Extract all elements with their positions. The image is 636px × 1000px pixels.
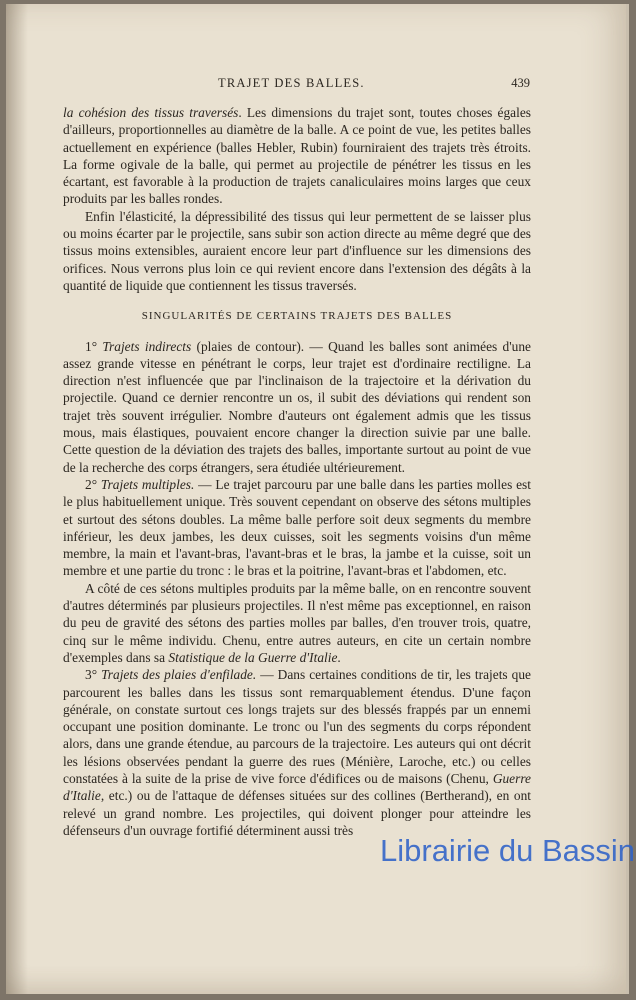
watermark: Librairie du Bassin <box>380 833 636 868</box>
paragraph-6-number: 3° <box>85 667 102 683</box>
paragraph-5-italic: Statistique de la Guerre d'Italie <box>168 649 338 665</box>
paragraph-5-text: A côté de ces sétons multiples produits par la même balle, on en rencontre souvent d'autres déterminés par plusieurs projectiles. Il n'est même pas exceptionnel, en raison du peu de gravité des sétons des parties molles par balles, d'en trouver trois, quatre, cinq sur le même individu. Chenu, entre autres auteurs, en cite un certain nombre d'exemples dans sa <box>63 580 531 665</box>
paragraph-6-end: , etc.) ou de l'attaque de défenses situées sur des collines (Bertherand), en ont relevé un grand nombre. Les projectiles, qui doivent plonger pour atteindre les défenseurs d'un ouvrage fortifié déterminent aussi très <box>63 788 531 838</box>
paragraph-1-italic: la cohésion des tissus traversés <box>63 105 239 120</box>
paragraph-6-text: — Dans certaines conditions de tir, les trajets que parcourent les balles dans les tissus sont remarquablement étendus. D'une façon générale, on constate surtout ces longs trajets sur des blessés frappés par un ennemi occupant une position dominante. Le tronc ou l'un des segments du corps répondent alors, dans une grande étendue, au parcours de la trajectoire. Les auteurs qui ont décrit les lésions observées pendant la guerre des rues (Ménière, Laroche, etc.) ou celles constatées à la suite de la prise de vive force d'édifices ou de maisons (Chenu, <box>63 667 531 786</box>
paragraph-4-italic: Trajets multiples. <box>100 476 195 492</box>
page-body <box>63 104 531 839</box>
page-number: 439 <box>511 76 530 90</box>
paragraph-4-number: 2° <box>85 476 101 492</box>
paragraph-3-number: 1° <box>85 338 103 354</box>
paragraph-6 <box>63 666 531 839</box>
page-spine-shadow <box>6 4 28 994</box>
paragraph-3-text: (plaies de contour). — Quand les balles sont animées d'une assez grande vitesse en pénétrant le corps, leur trajet est d'ordinaire rectiligne. La direction n'est influencée que par l'inclinaison de la trajectoire et la dérivation du projectile. Quand ce dernier rencontre un os, il subit des déviations qui rendent son trajet très souvent irrégulier. Nombre d'auteurs ont également admis que les tissus mous, mais élastiques, pouvaient encore changer la direction suivie par une balle. Cette question de la déviation des trajets des balles, importante surtout au point de vue de la recherche des corps étrangers, sera étudiée ultérieurement. <box>63 338 532 475</box>
section-heading: SINGULARITÉS DE CERTAINS TRAJETS DES BALLES <box>141 310 453 323</box>
paragraph-4-text: — Le trajet parcouru par une balle dans les parties molles est le plus habituellement unique. Très souvent cependant on observe des sétons multiples et surtout des sétons doubles. La même balle perfore soit deux segments du membre inférieur, les deux jambes, les deux cuisses, soit les segments voisins d'un même membre, la main et l'avant-bras, l'avant-bras et le bras, la jambe et la cuisse, soit un membre et une partie du tronc : le bras et la poitrine, l'avant-bras et l'abdomen, etc. <box>63 476 531 579</box>
paragraph-3 <box>63 338 531 476</box>
paragraph-1-text: . Les dimensions du trajet sont, toutes choses égales d'ailleurs, proportionnelles au diamètre de la balle. A ce point de vue, les petites balles actuellement en expérience (balles Hebler, Rubin) fourniraient des trajets très étroits. La forme ogivale de la balle, qui permet au projectile de pénétrer les tissus en les écartant, est favorable à la production de trajets canaliculaires moins larges que ceux produits par les balles rondes. <box>63 105 531 207</box>
paragraph-2: Enfin l'élasticité, la dépressibilité des tissus qui leur permettent de se laisser plus ou moins écarter par le projectile, sans subir son action directe au même degré que des tissus moins extensibles, auraient encore leur part d'influence sur les dimensions des orifices. Nous verrons plus loin ce qui revient encore dans l'extension des dégâts à la quantité de liquide que contiennent les tissus traversés. <box>63 208 531 293</box>
running-title: TRAJET DES BALLES. <box>218 76 365 90</box>
paragraph-6-italic: Trajets des plaies d'enfilade. <box>101 667 257 683</box>
paragraph-4 <box>63 476 531 580</box>
paragraph-3-italic: Trajets indirects <box>102 338 192 354</box>
paragraph-5 <box>63 580 531 666</box>
paragraph-5-end: . <box>337 649 341 665</box>
paragraph-6-italic-2: Guerre d'Italie <box>63 770 531 804</box>
paragraph-1 <box>63 104 531 208</box>
